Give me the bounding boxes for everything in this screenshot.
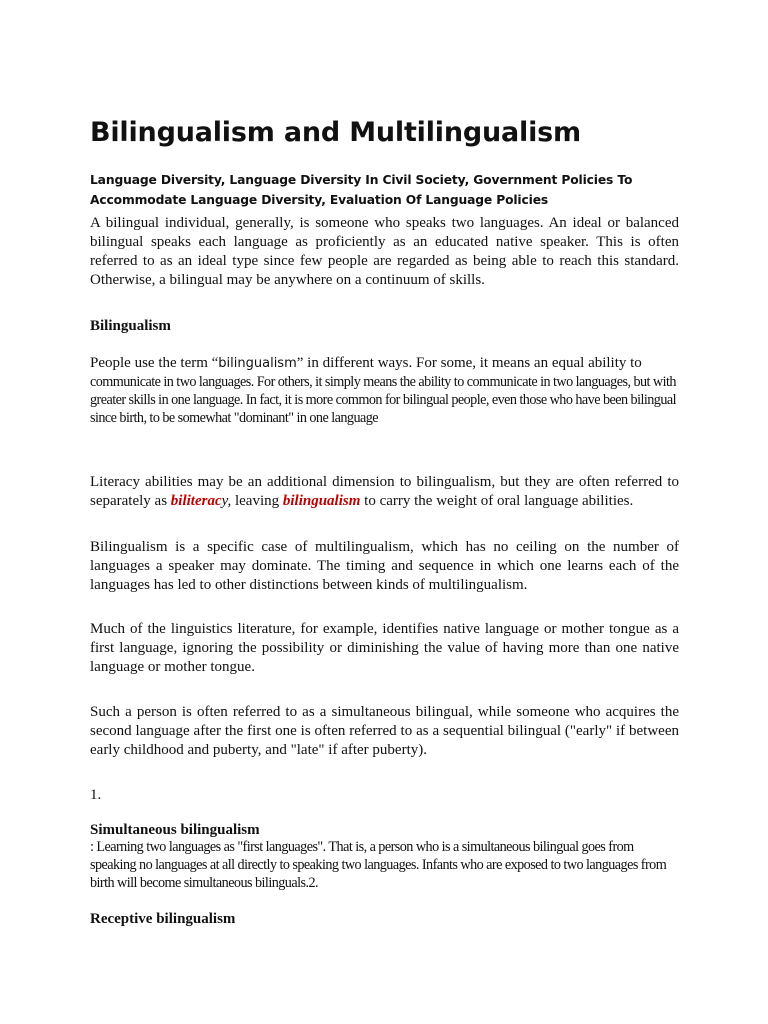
intro-paragraph: A bilingual individual, generally, is someone who speaks two languages. An ideal or balanced bilingual speaks each language as proficiently as an educated native speaker. This is often referred to as an ideal type since few people are regarded as being able to reach this standard. Otherwise, a bilingual may be anywhere on a continuum of skills. bbox=[90, 215, 679, 288]
page-subtitle: Language Diversity, Language Diversity In Civil Society, Government Policies To Accommodate Language Diversity, Evaluation Of Language Policies bbox=[90, 173, 633, 207]
section-heading-simultaneous: Simultaneous bilingualism bbox=[90, 822, 260, 838]
list-number: 1. bbox=[90, 787, 102, 803]
bilingualism-highlight: bilingualism bbox=[282, 493, 361, 509]
linguistics-paragraph: Much of the linguistics literature, for example, identifies native language or mother tongue as a first language, ignoring the possibility or diminishing the value of having more than one native language or mother tongue. bbox=[90, 621, 679, 675]
term-paragraph-tail: ” in different ways. For some, it means an equal ability to bbox=[296, 355, 642, 371]
section-heading-bilingualism: Bilingualism bbox=[90, 318, 171, 334]
biliteracy-tail: y, bbox=[221, 493, 232, 509]
page-title: Bilingualism and Multilingualism bbox=[90, 117, 581, 148]
literacy-text-2: leaving bbox=[231, 493, 283, 509]
term-paragraph-lead: People use the term “ bbox=[90, 355, 219, 371]
literacy-text-1: Literacy abilities may be an additional dimension to bilingualism, but they are often referred to separately as bbox=[90, 474, 679, 509]
term-word: bilingualism bbox=[218, 356, 297, 371]
simultaneous-paragraph: : Learning two languages as "first languages". That is, a person who is a simultaneous bilingual goes from speaking no languages at all directly to speaking two languages. Infants who are exposed to two languages from birth will become simultaneous bilinguals.2. bbox=[90, 839, 667, 891]
literacy-text-3: to carry the weight of oral language abilities. bbox=[360, 493, 634, 509]
biliteracy-highlight: biliterac bbox=[170, 493, 222, 509]
term-paragraph bbox=[90, 354, 679, 427]
sequential-bilingual-paragraph: Such a person is often referred to as a simultaneous bilingual, while someone who acquires the second language after the first one is often referred to as a sequential bilingual ("early" if between early childhood and puberty, and "late" if after puberty). bbox=[90, 704, 679, 758]
specific-case-paragraph: Bilingualism is a specific case of multilingualism, which has no ceiling on the number of languages a speaker may dominate. The timing and sequence in which one learns each of the languages has led to other distinctions between kinds of multilingualism. bbox=[90, 539, 679, 593]
literacy-paragraph bbox=[90, 473, 679, 511]
section-heading-receptive: Receptive bilingualism bbox=[90, 911, 236, 927]
term-paragraph-continuation: communicate in two languages. For others, it simply means the ability to communicate in two languages, but with greater skills in one language. In fact, it is more common for bilingual people, even those who have been bilingual since birth, to be somewhat "dominant" in one language bbox=[90, 374, 677, 426]
